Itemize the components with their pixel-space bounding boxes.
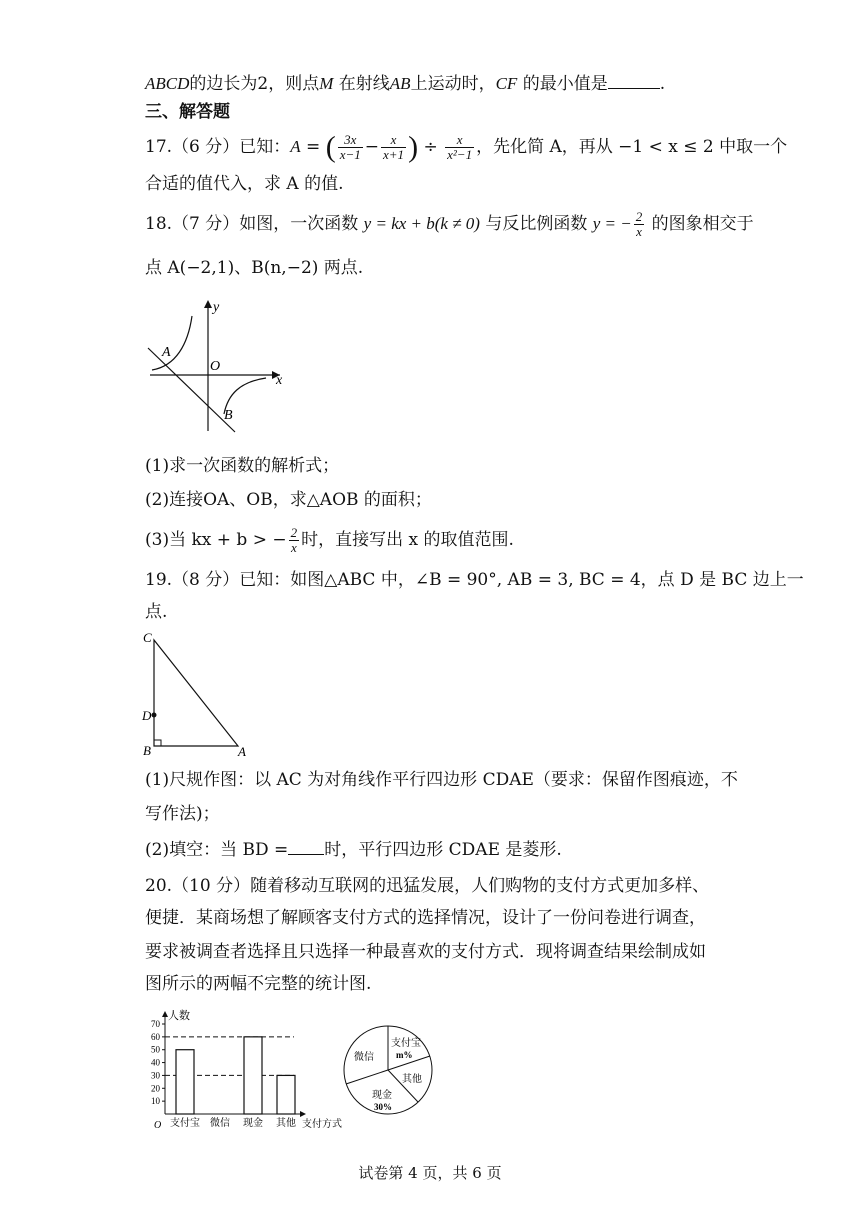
pie-slice-wechat-label: 微信 (354, 1052, 374, 1063)
section-title: 三、解答题 (145, 102, 230, 122)
bar-category-label: 支付宝 (170, 1118, 200, 1129)
q19-p2-right: 时，平行四边形 CDAE 是菱形. (324, 840, 562, 860)
fig18-graph (140, 296, 290, 436)
q17-div: ÷ (418, 137, 444, 157)
bar-category-label: 现金 (243, 1118, 263, 1129)
q18-p3-left: (3)当 kx + b > − (145, 530, 287, 550)
text-min-value: 的最小值是 (517, 74, 608, 94)
bar-ytick-label: 30 (151, 1070, 160, 1081)
bar (277, 1075, 295, 1114)
q17-minus: − (364, 137, 380, 157)
q20-line4: 图所示的两幅不完整的统计图. (145, 974, 372, 994)
point-d (152, 713, 157, 718)
q18-p3-num: 2 (290, 525, 298, 540)
frac1-num: 3x (338, 133, 363, 148)
fig18-label-b: B (224, 408, 233, 423)
linear-function-line (148, 348, 235, 432)
bar-ylabel: 人数 (168, 1010, 190, 1022)
q16-continuation (145, 72, 665, 96)
q18-frac-den: x (636, 224, 642, 239)
text-m: M (319, 74, 334, 93)
q19-part1-line1: (1)尺规作图：以 AC 为对角线作平行四边形 CDAE（要求：保留作图痕迹，不 (145, 770, 738, 790)
bar-x-arrow-icon (300, 1111, 306, 1117)
fig19-label-d: D (142, 708, 152, 723)
q20-line2: 便捷．某商场想了解顾客支付方式的选择情况，设计了一份问卷进行调查， (145, 908, 706, 928)
q18-head: 18.（7 分）如图，一次函数 (145, 214, 364, 234)
frac1-den: x−1 (339, 147, 361, 162)
q17-a: A (290, 137, 301, 156)
fig18-label-x: x (276, 373, 283, 388)
bar-category-label: 微信 (210, 1118, 230, 1129)
fig18-label-a: A (162, 345, 171, 360)
paren-open: ( (325, 130, 336, 164)
q18-p3-right: 时，直接写出 x 的取值范围. (301, 530, 514, 550)
right-angle-mark (154, 740, 161, 746)
frac2-den: x+1 (383, 147, 405, 162)
fig18-label-o: O (210, 359, 221, 374)
q18-tail: 的图象相交于 (646, 214, 754, 234)
bar-xlabel: 支付方式 (302, 1119, 342, 1130)
fig18-label-y: y (213, 300, 220, 315)
pie-slice-cash-value: 30% (374, 1102, 392, 1112)
q17-line2: 合适的值代入，求 A 的值. (145, 174, 344, 194)
q18-y: y = − (592, 214, 632, 233)
pie-slice-cash-label: 现金 (372, 1090, 392, 1101)
bar-ytick-label: 50 (151, 1044, 160, 1055)
bar-ytick-label: 10 (151, 1096, 160, 1107)
fig19-label-b: B (143, 743, 151, 758)
frac3-num: x (445, 133, 474, 148)
q19-p2-left: (2)填空：当 BD = (145, 840, 289, 860)
q18-frac (634, 210, 645, 239)
bar-ytick-label: 70 (151, 1019, 160, 1029)
bar (244, 1037, 262, 1114)
q18-line2: 点 A(−2,1)、B(n,−2) 两点. (145, 258, 364, 278)
q18-p3-frac (289, 526, 300, 555)
text-dot: . (659, 74, 666, 94)
text-abcd: ABCD (145, 74, 190, 93)
q19-part1-line2: 写作法)； (145, 804, 220, 824)
bar (176, 1050, 194, 1114)
text-on-ray: 在射线 (333, 74, 390, 94)
q17-frac3 (445, 133, 474, 162)
page-footer: 试卷第 4 页，共 6 页 (358, 1164, 502, 1182)
q17-frac1 (338, 133, 363, 162)
paren-close: ) (408, 130, 419, 164)
text-side-length: 的边长为2，则点 (189, 74, 320, 94)
bd-answer-blank[interactable] (288, 854, 324, 855)
q19-line2: 点. (145, 602, 168, 622)
q19-part2 (145, 838, 562, 862)
pie-divider-left (346, 1070, 388, 1084)
triangle-abc (154, 640, 238, 746)
q18-p3-den: x (290, 540, 297, 555)
fig19-label-c: C (143, 630, 152, 645)
q17-tail: ，先化简 A，再从 −1 < x ≤ 2 中取一个 (476, 137, 788, 157)
bar-ytick-label: 20 (151, 1083, 160, 1094)
q18-line1 (145, 210, 754, 239)
bar-category-label: 其他 (276, 1118, 296, 1129)
text-cf: CF (495, 74, 518, 93)
q20-line3: 要求被调查者选择且只选择一种最喜欢的支付方式．现将调查结果绘制成如 (145, 942, 706, 962)
q18-mid: 与反比例函数 (479, 214, 593, 234)
q18-part3 (145, 526, 514, 555)
frac3-den: x²−1 (447, 147, 473, 162)
bar-origin: O (154, 1120, 162, 1131)
q17-frac2 (381, 133, 406, 162)
y-arrow-icon (204, 300, 212, 308)
q17-head: 17.（6 分）已知： (145, 137, 291, 157)
pie-chart (338, 1020, 438, 1120)
q18-part1: (1)求一次函数的解析式； (145, 456, 340, 476)
answer-blank[interactable] (608, 88, 660, 89)
q19-line1: 19.（8 分）已知：如图△ABC 中，∠B = 90°, AB = 3, BC = 4，点 D 是 BC 边上一 (145, 570, 804, 590)
bar-ytick-label: 40 (151, 1057, 160, 1068)
pie-slice-alipay-value: m% (396, 1050, 413, 1060)
q18-linear-fn: y = kx + b(k ≠ 0) (363, 214, 480, 233)
q17-line1 (145, 130, 788, 164)
q20-line1: 20.（10 分）随着移动互联网的迅猛发展，人们购物的支付方式更加多样、 (145, 876, 710, 896)
pie-slice-other-label: 其他 (402, 1074, 422, 1085)
bar-chart (140, 1006, 355, 1134)
fig19-triangle (140, 628, 260, 760)
fig19-label-a: A (238, 744, 246, 759)
hyperbola-branch-upper-left (152, 316, 192, 370)
text-moving: 上运动时， (410, 74, 496, 94)
bar-ytick-label: 60 (151, 1031, 160, 1042)
q17-eq: = (300, 137, 326, 157)
q18-frac-num: 2 (635, 209, 643, 224)
frac2-num: x (381, 133, 406, 148)
pie-slice-alipay-label: 支付宝 (391, 1038, 421, 1049)
text-ab: AB (389, 74, 411, 93)
q18-part2: (2)连接OA、OB，求△AOB 的面积； (145, 490, 432, 510)
